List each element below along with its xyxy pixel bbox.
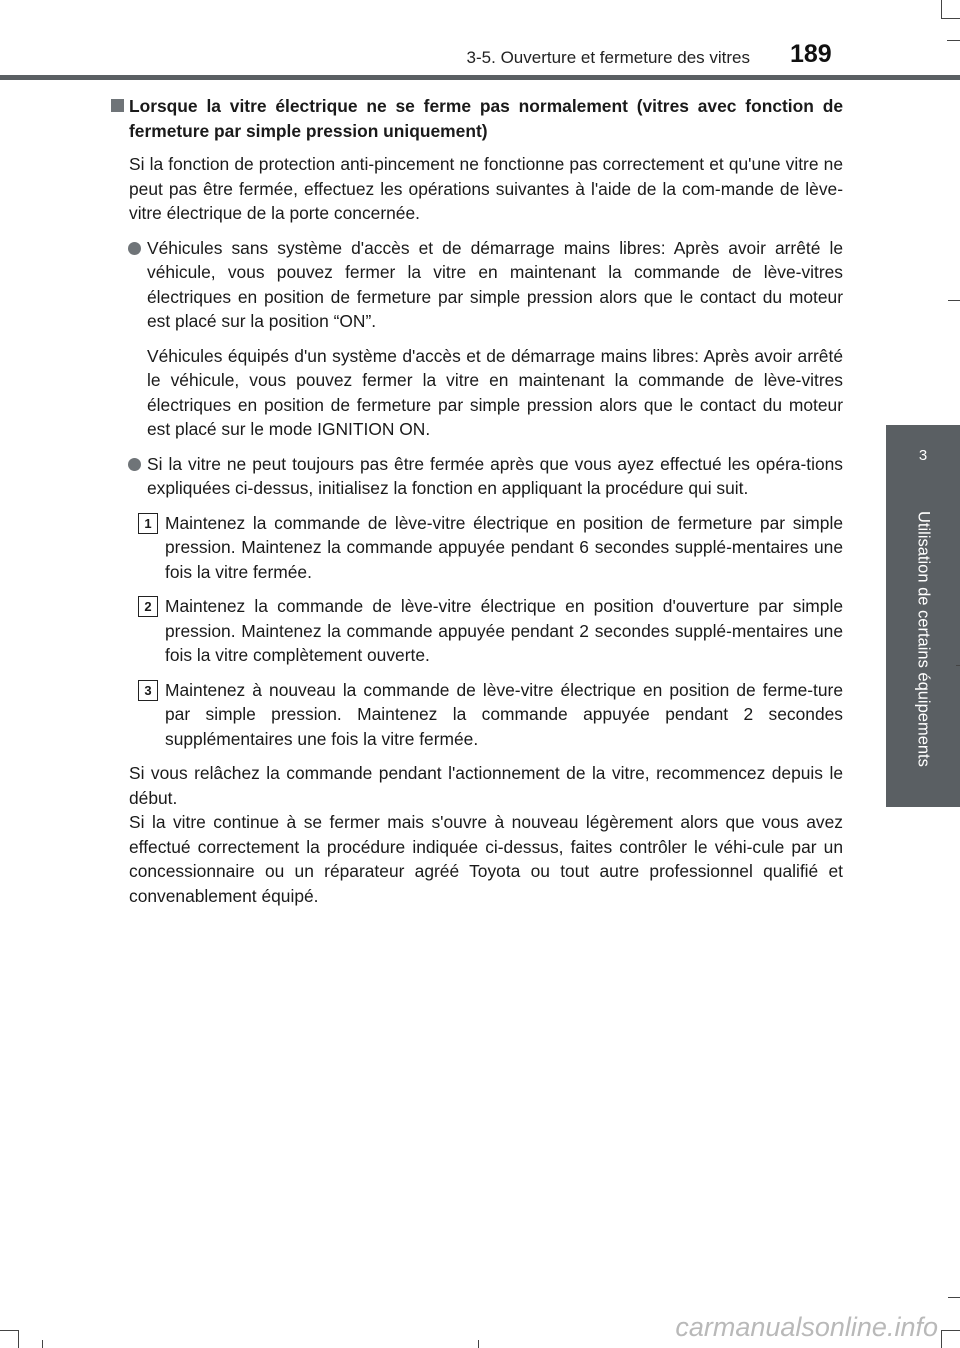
crop-mark bbox=[947, 40, 960, 41]
chapter-tab bbox=[886, 425, 960, 807]
crop-mark bbox=[956, 665, 960, 666]
bullet-text: Véhicules sans système d'accès et de démarrage mains libres: Après avoir arrêté le véhicule, vous pouvez fermer la vitre en maintenant la commande de lève-vitres électriques en position de fermeture par simple pression alors que le contact du moteur est placé sur la position “ON”. bbox=[147, 237, 843, 331]
crop-mark bbox=[42, 1340, 43, 1348]
step-item bbox=[108, 511, 843, 585]
crop-mark bbox=[941, 0, 942, 18]
circle-bullet-icon bbox=[128, 242, 141, 255]
step-text: Maintenez la commande de lève-vitre électrique en position de fermeture par simple pression. Maintenez la commande appuyée pendant 6 secondes supplé-mentaires une fois la vitre fermée. bbox=[165, 512, 843, 582]
crop-mark bbox=[0, 1330, 18, 1331]
page-number: 189 bbox=[790, 40, 832, 68]
step-number-badge: 2 bbox=[138, 596, 158, 617]
closing-paragraph: Si vous relâchez la commande pendant l'actionnement de la vitre, recommencez depuis le début. bbox=[129, 763, 843, 808]
intro-paragraph: Si la fonction de protection anti-pincement ne fonctionne pas correctement et qu'une vitre ne peut pas être fermée, effectuez les opérations suivantes à l'aide de la com-mande de lève-vitre électrique de la porte concernée. bbox=[129, 154, 843, 223]
chapter-label: Utilisation de certains équipements bbox=[914, 511, 933, 767]
watermark: carmanualsonline.info bbox=[675, 1312, 938, 1342]
header-rule bbox=[0, 75, 960, 80]
crop-mark bbox=[941, 1330, 942, 1348]
bullet-item bbox=[108, 452, 843, 501]
closing-paragraph: Si la vitre continue à se fermer mais s'ouvre à nouveau légèrement alors que vous avez effectué correctement la procédure indiquée ci-dessus, faites contrôler le véhi-cule par un concessionnaire ou un réparateur agréé Toyota ou tout autre professionnel qualifié et convenablement équipé. bbox=[129, 812, 843, 906]
main-content bbox=[108, 94, 843, 908]
section-title: 3-5. Ouverture et fermeture des vitres bbox=[466, 48, 750, 67]
section-heading bbox=[108, 94, 843, 143]
bullet-text: Si la vitre ne peut toujours pas être fermée après que vous ayez effectué les opéra-tions expliquées ci-dessus, initialisez la fonction en appliquant la procédure qui suit. bbox=[147, 453, 843, 498]
step-number-badge: 1 bbox=[138, 513, 158, 534]
chapter-number: 3 bbox=[918, 447, 928, 464]
step-item bbox=[108, 678, 843, 752]
crop-mark bbox=[948, 1297, 960, 1298]
step-number-badge: 3 bbox=[138, 680, 158, 701]
crop-mark bbox=[948, 300, 960, 301]
crop-mark bbox=[18, 1330, 19, 1348]
step-text: Maintenez à nouveau la commande de lève-vitre électrique en position de ferme-ture par simple pression. Maintenez la commande appuyée pendant 2 secondes supplémentaires une fois la vitre fermée. bbox=[165, 679, 843, 749]
bullet-item bbox=[108, 236, 843, 334]
circle-bullet-icon bbox=[128, 458, 141, 471]
crop-mark bbox=[478, 1340, 479, 1348]
step-item bbox=[108, 594, 843, 668]
crop-mark bbox=[941, 1330, 960, 1331]
step-text: Maintenez la commande de lève-vitre électrique en position d'ouverture par simple pression. Maintenez la commande appuyée pendant 2 secondes supplé-mentaires une fois la vitre complètement ouverte. bbox=[165, 596, 843, 665]
section-heading-text: Lorsque la vitre électrique ne se ferme pas normalement (vitres avec fonction de fermeture par simple pression uniquement) bbox=[129, 96, 843, 141]
square-bullet-icon bbox=[111, 99, 124, 112]
crop-mark bbox=[941, 18, 960, 19]
bullet-sub-paragraph: Véhicules équipés d'un système d'accès et de démarrage mains libres: Après avoir arrêté le véhicule, vous pouvez fermer la vitre en maintenant la commande de lève-vitres électriques en position de fermeture par simple pression alors que le contact du moteur est placé sur le mode IGNITION ON. bbox=[147, 345, 843, 439]
